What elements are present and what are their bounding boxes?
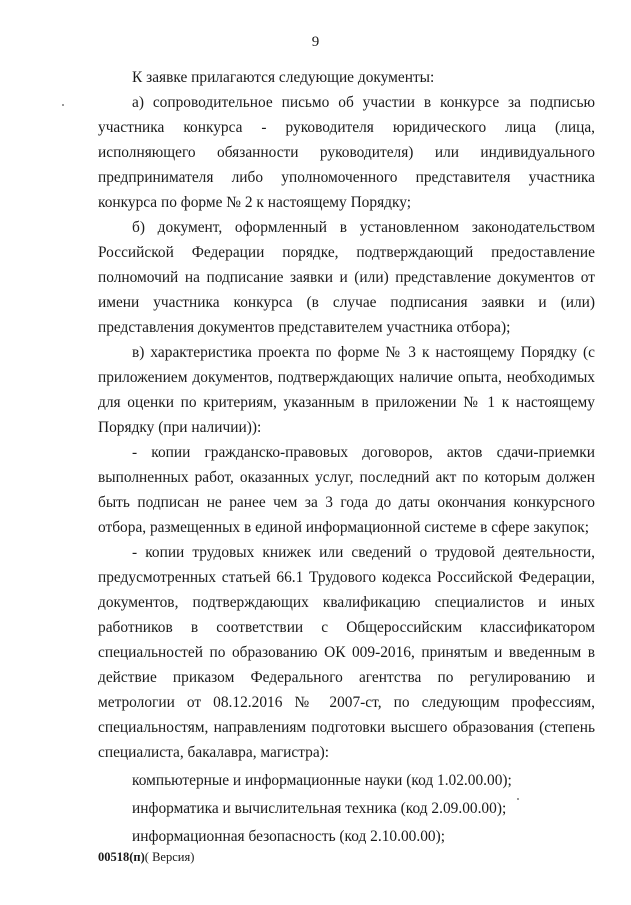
scan-speck — [517, 798, 519, 800]
paragraph-b: б) документ, оформленный в установленном законодательством Российской Федерации порядке, подтверждающий предоставление полномочий на подписание заявки и (или) представление документов от имени участника конкурса (в случае подписания заявки и (или) представления документов представителем участника отбора); — [98, 219, 595, 336]
footer — [98, 850, 194, 865]
list-item: информационная безопасность (код 2.10.00.00); — [132, 828, 445, 845]
list-item: компьютерные и информационные науки (код 1.02.00.00); — [132, 772, 512, 789]
document-version: ( Версия) — [144, 850, 195, 864]
paragraph-c: в) характеристика проекта по форме № 3 к настоящему Порядку (с приложением документов, подтверждающих наличие опыта, необходимых для оценки по критериям, указанным в приложении № 1 к настоящему Порядку (при наличии)): — [98, 344, 595, 436]
bullet-contracts: - копии гражданско-правовых договоров, актов сдачи-приемки выполненных работ, оказанных услуг, последний акт по которым должен быть подписан не ранее чем за 3 года до даты окончания конкурсного отбора, размещенных в единой информационной системе в сфере закупок; — [98, 444, 595, 536]
list-item: информатика и вычислительная техника (код 2.09.00.00); — [132, 800, 507, 817]
bullet-employment-records: - копии трудовых книжек или сведений о трудовой деятельности, предусмотренных статьей 66.1 Трудового кодекса Российской Федерации, документов, подтверждающих квалификацию специалистов и иных работников в соответствии с Общероссийским классификатором специальностей по образованию ОК 009-2016, принятым и введенным в действие приказом Федерального агентства по регулированию и метрологии от 08.12.2016 № 2007-ст, по следующим профессиям, специальностям, направлениям подготовки высшего образования (степень специалиста, бакалавра, магистра): — [98, 544, 595, 761]
scan-speck — [62, 104, 64, 106]
paragraph-a: а) сопроводительное письмо об участии в конкурсе за подписью участника конкурса - руководителя юридического лица (лица, исполняющего обязанности руководителя) или индивидуального предпринимателя либо уполномоченного представителя участника конкурса по форме № 2 к настоящему Порядку; — [98, 94, 595, 211]
document-code: 00518(п) — [98, 850, 145, 864]
document-body — [98, 65, 595, 849]
page-number: 9 — [311, 34, 320, 50]
intro-paragraph: К заявке прилагаются следующие документы: — [132, 69, 435, 86]
